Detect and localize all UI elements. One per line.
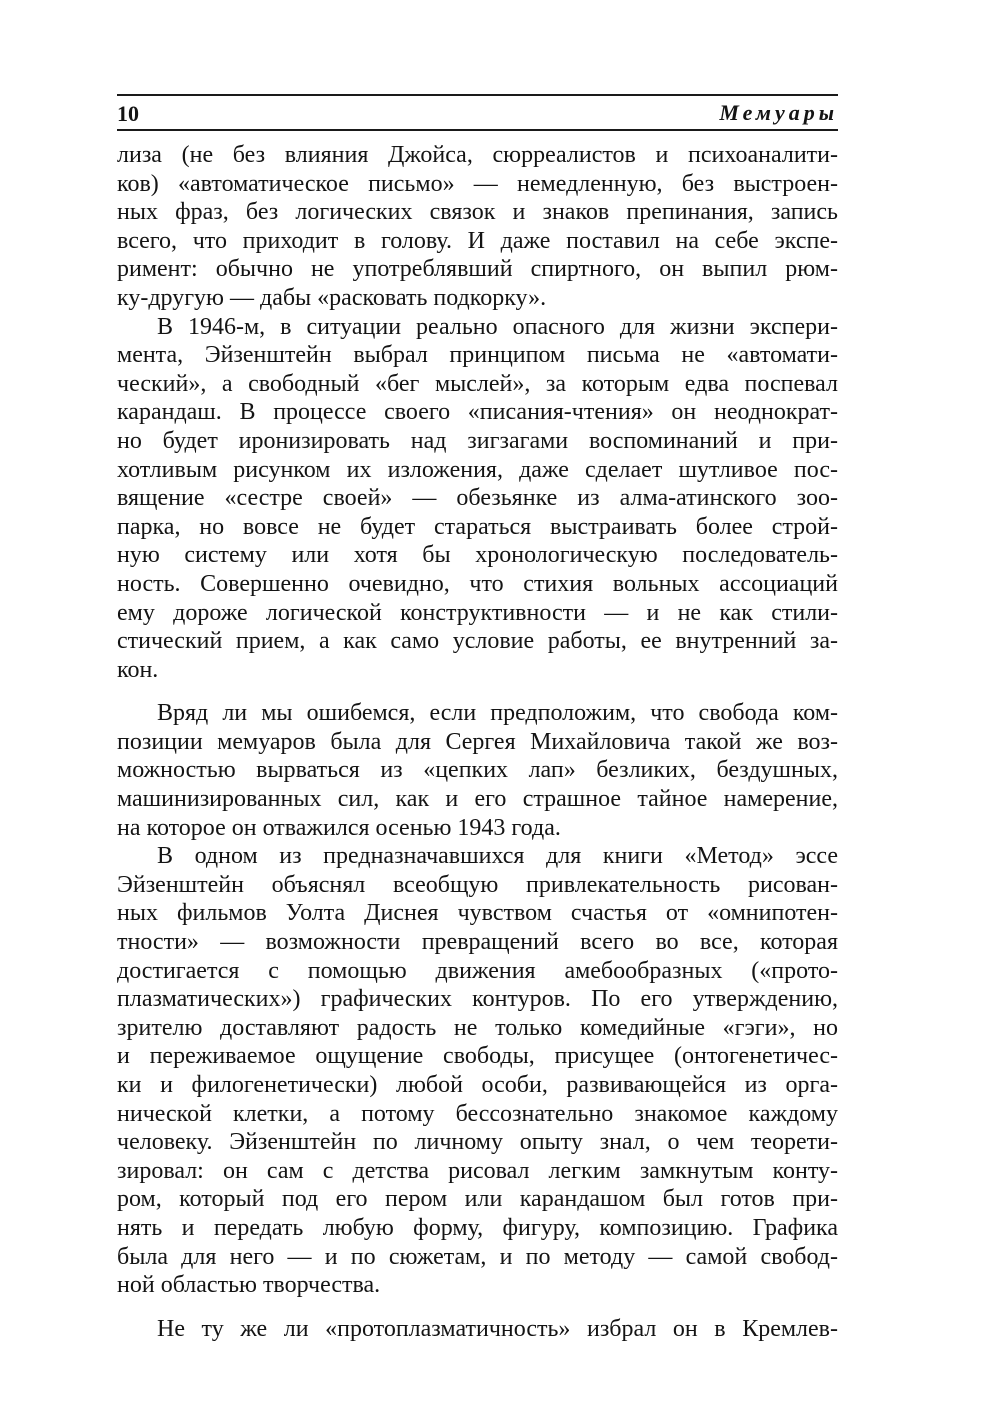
paragraph bbox=[117, 1315, 838, 1344]
text-line: нической клетки, а потому бессознательно знакомое каждому bbox=[117, 1100, 838, 1127]
text-line: человеку. Эйзенштейн по личному опыту знал, о чем теорети- bbox=[117, 1129, 838, 1156]
text-line: В 1946-м, в ситуации реально опасного для жизни экспери- bbox=[157, 313, 838, 340]
text-line: можностью вырваться из «цепких лап» безликих, бездушных, bbox=[117, 757, 838, 784]
page-number: 10 bbox=[117, 101, 139, 126]
text-line: кон. bbox=[117, 656, 159, 683]
text-line: вящение «сестре своей» — обезьянке из алма-атинского зоо- bbox=[117, 485, 838, 512]
body-text bbox=[117, 141, 838, 1343]
text-line: ему дороже логической конструктивности — и не как стили- bbox=[117, 599, 838, 626]
text-line: ной областью творчества. bbox=[117, 1272, 381, 1299]
text-line: ром, который под его пером или карандашом был готов при- bbox=[117, 1186, 838, 1213]
text-line: позиции мемуаров была для Сергея Михайловича такой же воз- bbox=[117, 728, 838, 755]
text-line: ность. Совершенно очевидно, что стихия вольных ассоциаций bbox=[117, 570, 838, 597]
text-line: ных фильмов Уолта Диснея чувством счастья от «омнипотен- bbox=[117, 900, 838, 927]
text-line: ки и филогенетически) любой особи, развивающейся из орга- bbox=[117, 1072, 838, 1098]
text-line: зировал: он сам с детства рисовал легким замкнутым конту- bbox=[117, 1157, 838, 1184]
text-line: достигается с помощью движения амебообразных («прото- bbox=[117, 957, 838, 984]
paragraph bbox=[117, 842, 838, 1300]
text-line: и переживаемое ощущение свободы, присущее (онтогенетичес- bbox=[117, 1043, 838, 1070]
text-line: Эйзенштейн объяснял всеобщую привлекательность рисован- bbox=[117, 871, 838, 898]
text-line: мента, Эйзенштейн выбрал принципом письма не «автомати- bbox=[117, 342, 838, 369]
running-title: Мемуары bbox=[719, 100, 838, 125]
text-line: ных фраз, без логических связок и знаков препинания, запись bbox=[117, 199, 838, 226]
text-line: но будет иронизировать над зигзагами воспоминаний и при- bbox=[117, 427, 838, 454]
text-line: Не ту же ли «протоплазматичность» избрал он в Кремлев- bbox=[157, 1315, 838, 1342]
paragraph bbox=[117, 699, 838, 842]
paragraph bbox=[117, 141, 838, 313]
text-line: нять и передать любую форму, фигуру, композицию. Графика bbox=[117, 1214, 838, 1241]
text-line: римент: обычно не употреблявший спиртного, он выпил рюм- bbox=[117, 256, 838, 283]
text-line: В одном из предназначавшихся для книги «Метод» эссе bbox=[157, 843, 838, 870]
text-line: была для него — и по сюжетам, и по методу — самой свобод- bbox=[117, 1243, 838, 1270]
paragraph bbox=[117, 313, 838, 685]
header-bottom-rule bbox=[117, 129, 838, 131]
header-top-rule bbox=[117, 94, 838, 96]
text-line: лиза (не без влияния Джойса, сюрреалистов и психоаналити- bbox=[117, 142, 838, 168]
text-line: ную систему или хотя бы хронологическую последователь- bbox=[117, 542, 838, 569]
text-line: Вряд ли мы ошибемся, если предположим, что свобода ком- bbox=[157, 700, 838, 727]
text-line: машинизированных сил, как и его страшное тайное намерение, bbox=[117, 786, 838, 813]
text-line: тности» — возможности превращений всего во все, которая bbox=[117, 929, 838, 956]
text-line: на которое он отважился осенью 1943 года. bbox=[117, 814, 561, 841]
text-line: ку-другую — дабы «расковать подкорку». bbox=[117, 284, 547, 311]
text-line: стический прием, а как само условие работы, ее внутренний за- bbox=[117, 628, 838, 655]
text-line: всего, что приходит в голову. И даже поставил на себе экспе- bbox=[117, 227, 838, 254]
text-line: плазматических») графических контуров. По его утверждению, bbox=[117, 986, 838, 1013]
text-line: хотливым рисунком их изложения, даже сделает шутливое пос- bbox=[117, 456, 838, 483]
text-line: зрителю доставляют радость не только комедийные «гэги», но bbox=[117, 1014, 838, 1041]
text-line: ческий», а свободный «бег мыслей», за которым едва поспевал bbox=[117, 370, 838, 397]
text-line: парка, но вовсе не будет стараться выстраивать более строй- bbox=[117, 513, 838, 540]
text-line: карандаш. В процессе своего «писания-чтения» он неоднократ- bbox=[117, 399, 838, 426]
text-line: ков) «автоматическое письмо» — немедленную, без выстроен- bbox=[117, 170, 838, 197]
